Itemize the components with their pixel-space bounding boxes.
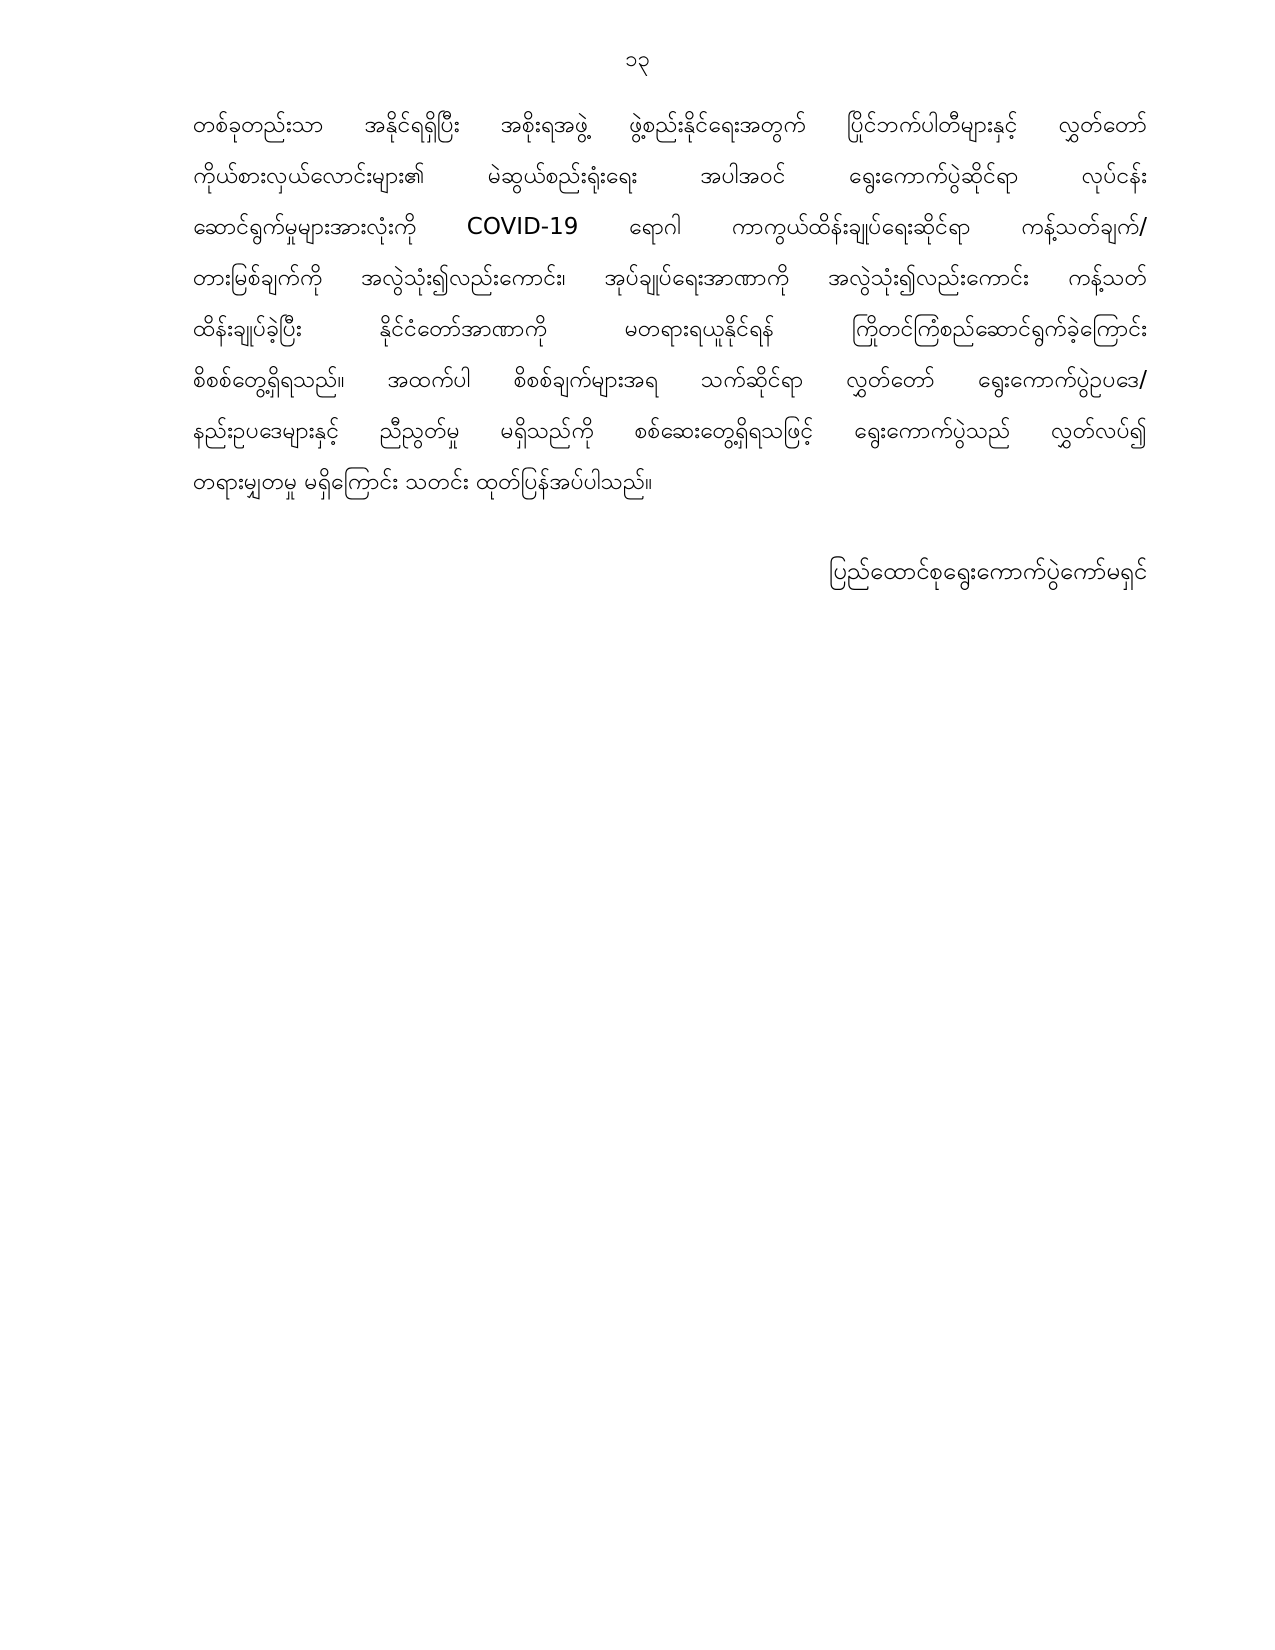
paragraph-line: နည်းဥပဒေများနှင့် ညီညွတ်မှု မရှိသည်ကို စစ်ဆေးတွေ့ရှိရသဖြင့် ရွေးကောက်ပွဲသည် လွှတ်လပ်၍ xyxy=(193,418,1147,444)
paragraph-line: ထိန်းချုပ်ခဲ့ပြီး နိုင်ငံတော်အာဏာကို မတရားရယူနိုင်ရန် ကြိုတင်ကြံစည်ဆောင်ရွက်ခဲ့ကြောင်း xyxy=(193,316,1147,342)
page-number: ၁၃ xyxy=(625,47,650,72)
paragraph-line: ကိုယ်စားလှယ်လောင်းများ၏ မဲဆွယ်စည်းရုံးရေး အပါအဝင် ရွေးကောက်ပွဲဆိုင်ရာ လုပ်ငန်း xyxy=(193,163,1147,189)
paragraph-line: ဆောင်ရွက်မှုများအားလုံးကို COVID-19 ရောဂါ ကာကွယ်ထိန်းချုပ်ရေးဆိုင်ရာ ကန့်သတ်ချက်/ xyxy=(193,214,1147,240)
signature-block: ပြည်ထောင်စုရွေးကောက်ပွဲကော်မရှင် xyxy=(829,557,1147,585)
paragraph-line: တစ်ခုတည်းသာ အနိုင်ရရှိပြီး အစိုးရအဖွဲ့ ဖွဲ့စည်းနိုင်ရေးအတွက် ပြိုင်ဘက်ပါတီများနှင့် လွှတ်တော် xyxy=(193,112,1147,138)
body-paragraph xyxy=(193,100,1147,508)
paragraph-line: စိစစ်တွေ့ရှိရသည်။ အထက်ပါ စိစစ်ချက်များအရ သက်ဆိုင်ရာ လွှတ်တော် ရွေးကောက်ပွဲဥပဒေ/ xyxy=(193,367,1147,393)
paragraph-line: တရားမျှတမှု မရှိကြောင်း သတင်း ထုတ်ပြန်အပ်ပါသည်။ xyxy=(193,469,653,495)
paragraph-line: တားမြစ်ချက်ကို အလွဲသုံး၍လည်းကောင်း၊ အုပ်ချုပ်ရေးအာဏာကို အလွဲသုံး၍လည်းကောင်း ကန့်သတ် xyxy=(193,265,1147,291)
